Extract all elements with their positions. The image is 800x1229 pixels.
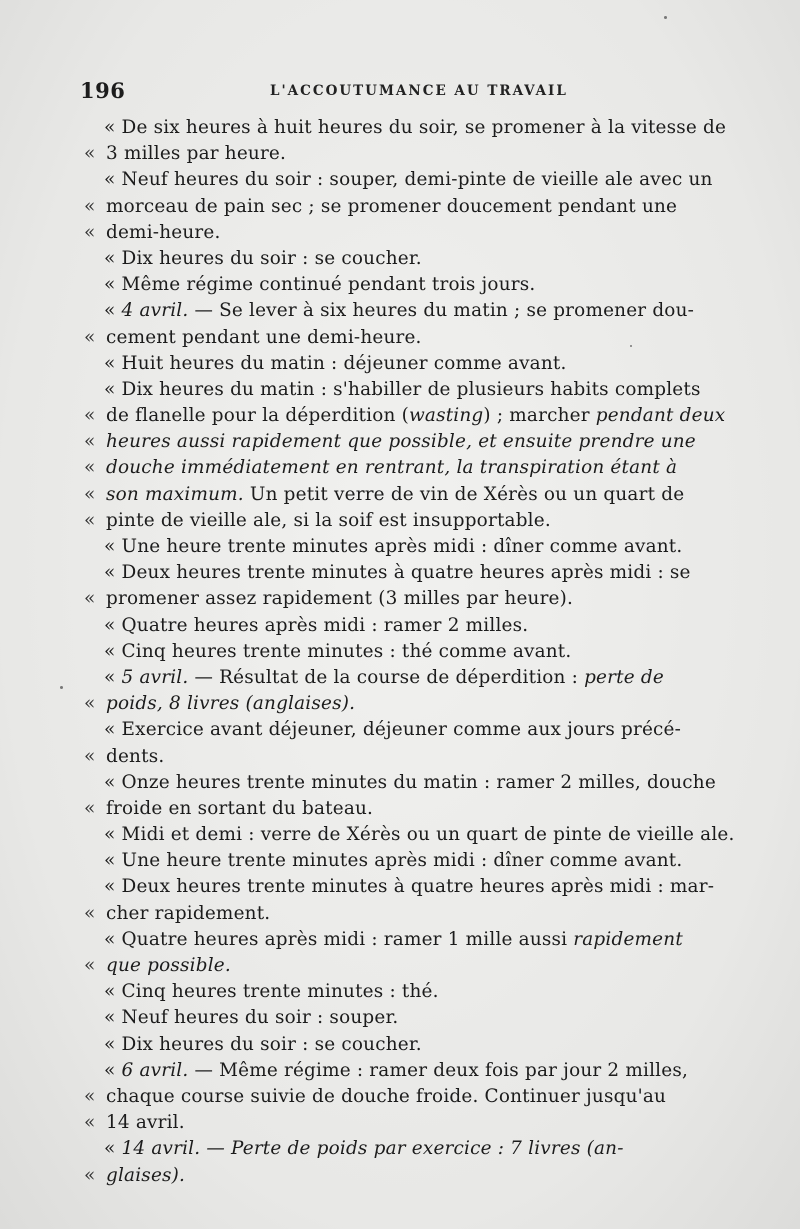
text-run: « Dix heures du soir : se coucher. (104, 247, 422, 269)
italic-text: 4 avril. (121, 300, 189, 322)
margin-quote-mark: « (84, 143, 96, 165)
text-line (70, 874, 750, 900)
text-run: « Dix heures du soir : se coucher. (104, 1033, 422, 1055)
italic-text: perte de (584, 666, 664, 688)
text-run: « Une heure trente minutes après midi : dîner comme avant. (104, 850, 683, 872)
margin-quote-mark: « (84, 326, 96, 348)
line-text (106, 586, 573, 612)
line-text (104, 717, 681, 743)
text-run: demi-heure. (106, 221, 221, 243)
line-text (104, 534, 682, 560)
text-line (70, 534, 750, 560)
text-line (70, 377, 750, 403)
text-line (70, 665, 750, 691)
text-run: « (104, 1059, 122, 1081)
text-line (70, 272, 750, 298)
text-line (70, 1163, 750, 1189)
margin-quote-mark: « (84, 195, 96, 217)
text-line (70, 927, 750, 953)
margin-quote-mark: « (84, 745, 96, 767)
text-run: « Même régime continué pendant trois jours. (104, 274, 536, 296)
text-run: promener assez rapidement (3 milles par heure). (106, 588, 574, 610)
line-text (104, 822, 735, 848)
line-text (106, 744, 164, 770)
margin-quote-mark: « (84, 955, 96, 976)
line-text (106, 220, 220, 246)
margin-quote-mark: « (84, 588, 96, 610)
line-text (106, 482, 684, 508)
margin-quote-mark: « (84, 483, 96, 505)
line-text (104, 115, 726, 141)
italic-text: wasting (408, 405, 484, 427)
line-text (104, 167, 713, 193)
text-line (70, 1084, 750, 1110)
line-text (106, 325, 422, 351)
text-line (70, 1032, 750, 1058)
text-run: « Neuf heures du soir : souper, demi-pinte de vieille ale avec un (104, 169, 713, 191)
text-line (70, 901, 750, 927)
line-text (104, 1005, 398, 1031)
text-line (70, 979, 750, 1005)
body-text (70, 115, 750, 1189)
text-run: cement pendant une demi-heure. (106, 326, 422, 348)
text-run: — Résultat de la course de déperdition : (188, 666, 585, 688)
print-speck (60, 686, 63, 689)
text-run: « (104, 666, 122, 688)
line-text (104, 979, 439, 1005)
line-text (104, 848, 682, 874)
line-text (106, 141, 286, 167)
text-run: « Une heure trente minutes après midi : dîner comme avant. (104, 536, 683, 557)
text-line (70, 246, 750, 272)
text-line (70, 717, 750, 743)
text-run: morceau de pain sec ; se promener doucement pendant une (106, 195, 678, 217)
italic-text: glaises). (106, 1164, 186, 1186)
italic-text: rapidement (573, 928, 683, 950)
margin-quote-mark: « (84, 1112, 96, 1134)
line-text (106, 796, 373, 822)
text-line (70, 848, 750, 874)
line-text (106, 1110, 185, 1136)
margin-quote-mark: « (84, 457, 96, 479)
margin-quote-mark: « (84, 509, 96, 531)
line-text (104, 613, 528, 639)
italic-text: son maximum. (106, 483, 244, 505)
line-text (104, 770, 716, 796)
text-line (70, 429, 750, 455)
text-line (70, 220, 750, 246)
text-run: « Quatre heures après midi : ramer 1 mille aussi (104, 928, 574, 950)
text-run: 14 avril. (106, 1112, 185, 1134)
text-run: chaque course suivie de douche froide. Continuer jusqu'au (106, 1085, 667, 1107)
line-text (106, 1163, 185, 1189)
margin-quote-mark: « (84, 1085, 96, 1107)
line-text (104, 272, 535, 298)
line-text (104, 351, 567, 377)
text-run: « Deux heures trente minutes à quatre heures après midi : se (104, 562, 691, 584)
margin-quote-mark: « (84, 431, 96, 453)
italic-text: 6 avril. (121, 1059, 189, 1081)
margin-quote-mark: « (84, 797, 96, 819)
running-head: L'ACCOUTUMANCE AU TRAVAIL (270, 83, 568, 99)
text-line (70, 482, 750, 508)
margin-quote-mark: « (84, 221, 96, 243)
text-run: — Même régime : ramer deux fois par jour 2 milles, (188, 1059, 689, 1081)
text-line (70, 141, 750, 167)
text-run: « Neuf heures du soir : souper. (104, 1007, 399, 1029)
line-text (106, 953, 231, 979)
italic-text: 5 avril. (121, 666, 189, 688)
text-line (70, 560, 750, 586)
line-text (106, 429, 696, 455)
line-text (104, 639, 571, 665)
text-run: « Onze heures trente minutes du matin : ramer 2 milles, douche (104, 771, 716, 793)
text-line (70, 1136, 750, 1162)
line-text (106, 455, 677, 481)
page-number: 196 (80, 78, 126, 103)
page-header (80, 78, 730, 102)
text-line (70, 325, 750, 351)
text-run: « Exercice avant déjeuner, déjeuner comme aux jours précé- (104, 719, 682, 741)
text-run: cher rapidement. (106, 902, 271, 924)
text-line (70, 351, 750, 377)
line-text (104, 927, 683, 953)
line-text (104, 1032, 422, 1058)
line-text (106, 508, 551, 534)
italic-text: pendant deux (595, 405, 726, 427)
text-line (70, 639, 750, 665)
print-speck (664, 16, 667, 19)
text-run: 3 milles par heure. (106, 143, 287, 165)
text-line (70, 403, 750, 429)
text-line (70, 586, 750, 612)
text-run: « Midi et demi : verre de Xérès ou un quart de pinte de vieille ale. (104, 824, 735, 846)
text-line (70, 822, 750, 848)
line-text (106, 194, 677, 220)
text-run: « Cinq heures trente minutes : thé comme avant. (104, 640, 572, 662)
line-text (104, 874, 714, 900)
text-run: pinte de vieille ale, si la soif est insupportable. (106, 509, 551, 531)
text-run: « (104, 300, 122, 322)
italic-text: que possible. (106, 955, 231, 976)
line-text (104, 1136, 624, 1162)
line-text (106, 1084, 666, 1110)
text-run: « Quatre heures après midi : ramer 2 milles. (104, 614, 529, 636)
italic-text: 14 avril. — Perte de poids par exercice : 7 livres (an- (121, 1138, 624, 1160)
margin-quote-mark: « (84, 693, 96, 715)
text-line (70, 1110, 750, 1136)
line-text (104, 298, 694, 324)
text-run: « (104, 1138, 122, 1160)
italic-text: heures aussi rapidement que possible, et ensuite prendre une (106, 431, 696, 453)
text-run: froide en sortant du bateau. (106, 797, 374, 819)
text-run: — Se lever à six heures du matin ; se promener dou- (188, 300, 695, 322)
line-text (104, 665, 664, 691)
text-line (70, 770, 750, 796)
text-line (70, 115, 750, 141)
text-line (70, 194, 750, 220)
text-run: « Cinq heures trente minutes : thé. (104, 981, 439, 1003)
line-text (106, 901, 270, 927)
italic-text: poids, 8 livres (anglaises). (106, 693, 356, 715)
text-line (70, 796, 750, 822)
text-run: « Dix heures du matin : s'habiller de plusieurs habits complets (104, 378, 701, 400)
print-speck (630, 345, 632, 347)
text-line (70, 613, 750, 639)
margin-quote-mark: « (84, 405, 96, 427)
text-line (70, 455, 750, 481)
text-run: « Huit heures du matin : déjeuner comme avant. (104, 352, 567, 374)
margin-quote-mark: « (84, 1164, 96, 1186)
text-line (70, 298, 750, 324)
margin-quote-mark: « (84, 902, 96, 924)
line-text (104, 560, 691, 586)
text-line (70, 167, 750, 193)
line-text (104, 377, 701, 403)
text-line (70, 744, 750, 770)
text-run: ) ; marcher (483, 405, 596, 427)
text-line (70, 691, 750, 717)
text-run: « De six heures à huit heures du soir, se promener à la vitesse de (104, 117, 727, 138)
italic-text: douche immédiatement en rentrant, la transpiration étant à (106, 457, 678, 479)
text-run: Un petit verre de vin de Xérès ou un quart de (243, 483, 685, 505)
text-line (70, 953, 750, 979)
line-text (104, 1058, 688, 1084)
line-text (106, 691, 355, 717)
text-run: de flanelle pour la déperdition ( (106, 405, 409, 427)
line-text (104, 246, 422, 272)
line-text (106, 403, 725, 429)
text-line (70, 508, 750, 534)
text-run: dents. (106, 745, 165, 767)
text-run: « Deux heures trente minutes à quatre heures après midi : mar- (104, 876, 715, 898)
text-line (70, 1058, 750, 1084)
text-line (70, 1005, 750, 1031)
